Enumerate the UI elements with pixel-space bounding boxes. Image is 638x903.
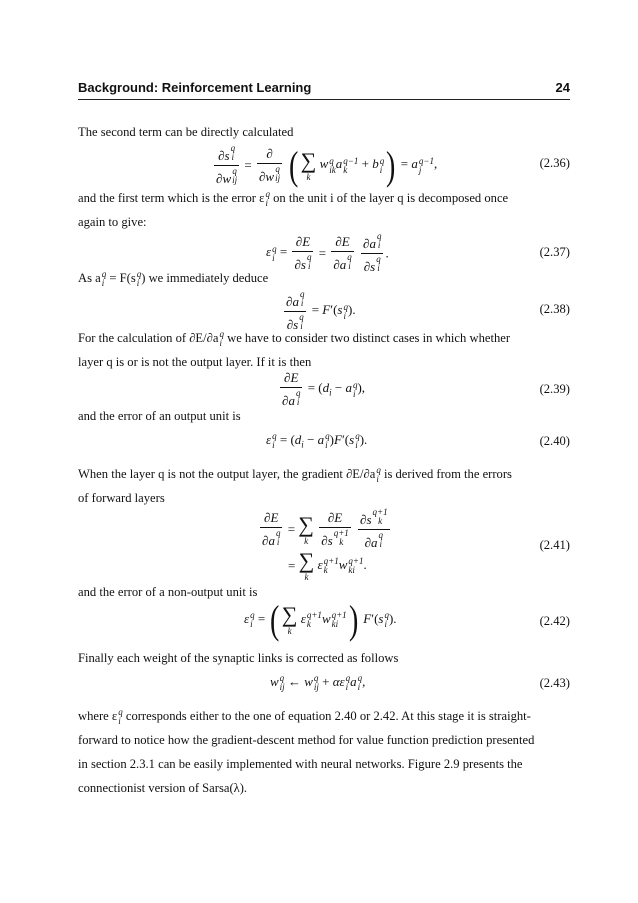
equation-2-39: ∂E ∂a q i = ($d_i - a$ q i ), (2.39) [282,370,570,408]
paragraph: and the first term which is the error ε q i on the unit i of the layer q is decomposed once again to give: [78,189,509,229]
paragraph: and the error of an output unit is [78,409,241,423]
equation-2-37: ε q i = ∂E ∂s q i = ∂E ∂a q i ∂a q i ∂s q i . (2.37) [266,231,570,274]
equation-number: (2.38) [539,302,570,316]
equation-2-38: ∂a q i ∂s q i = F′(s q i ). (2.38) [286,289,570,332]
equation-number: (2.43) [539,676,570,690]
paragraph: and the error of a non-output unit is [78,585,258,599]
equation-number: (2.40) [539,434,570,448]
equation-number: (2.36) [539,156,570,170]
equation-2-43: w q ij ← w q ij + αε q i a q i , (2.43) [270,673,570,693]
equation-number: (2.42) [539,614,570,628]
equation-2-40: ε q i = ($d_i - a$ q i )F′(s q i ). (2.40) [266,431,570,451]
equation-number: (2.41) [539,538,570,552]
paragraph: For the calculation of ∂E/∂a q i we have to consider two distinct cases in which whether layer q is or is not the output layer. If it is then [78,329,511,369]
paragraph: The second term can be directly calculated [78,125,294,139]
running-header [78,80,570,100]
paragraph: Finally each weight of the synaptic links is corrected as follows [78,651,399,665]
equation-number: (2.39) [539,382,570,396]
page-number: 24 [555,80,570,95]
header-title: Background: Reinforcement Learning [78,80,312,95]
equation-number: (2.37) [539,245,570,259]
paragraph: where ε q i corresponds either to the one of equation 2.40 or 2.42. At this stage it is straight- forward to notice how the gradient-descent method for value function prediction presented in section 2.3.1 can be easily implemented with neural networks. Figure 2.9 presents the connectionist version of Sarsa(λ). [78,707,535,795]
paragraph: When the layer q is not the output layer, the gradient ∂E/∂a q i is derived from the errors of forward layers [78,465,512,505]
equation-2-36: ∂s q i ∂w q ij = ∂ ∂w q ij ( ∑ k w q ik a q−1 k + b q i ) = a q−1 j , (2.36) [216,142,570,188]
equation-2-41: ∂E ∂a q i = ∑ k ∂E ∂s q+1 k ∂s q+1 k ∂a q i = ∑ k ε q+1 k w q+1 ki . (2.41) [262,507,570,582]
paragraph: As a q i = F(s q i ) we immediately deduce [78,269,269,289]
header-rule [78,99,570,100]
equation-2-42: ε q i = ( ∑ k ε q+1 k w q+1 ki ) F′(s q i ). (2.42) [244,597,570,642]
